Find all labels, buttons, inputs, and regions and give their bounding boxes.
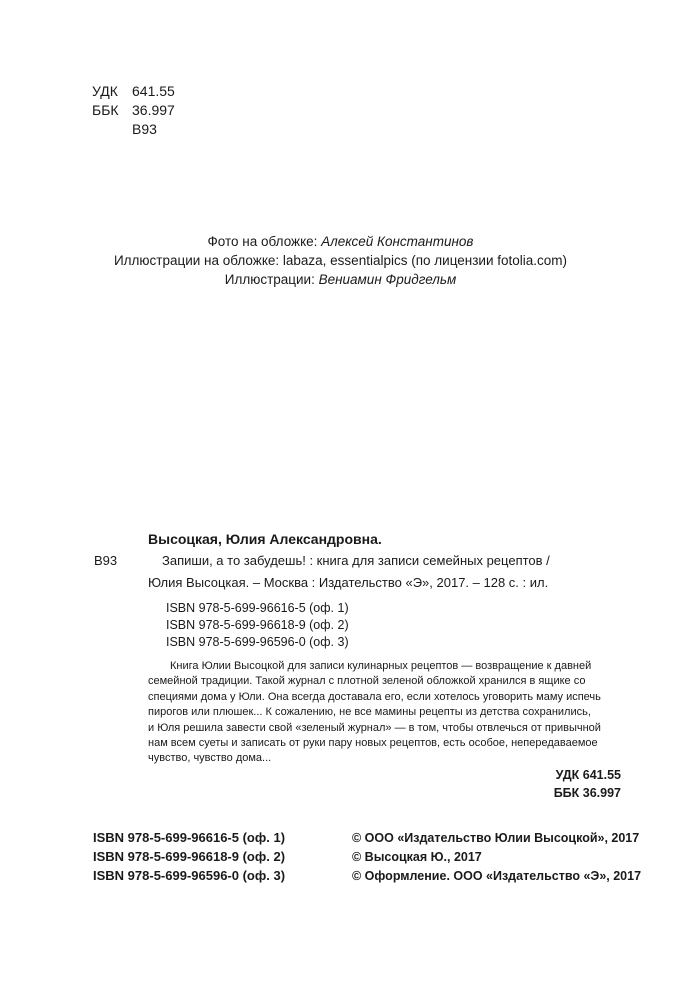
cover-illustration-label: Иллюстрации на обложке: — [113, 253, 283, 268]
annotation-line-2: семейной традиции. Такой журнал с плотной зеленой обложкой хранился в ящике со — [148, 675, 586, 688]
cover-illustration-value: labaza, essentialpics (по лицензии fotolia.com) — [282, 253, 568, 268]
bottom-isbn-1: ISBN 978-5-699-96616-5 (оф. 1) — [93, 830, 286, 845]
illustration-credit — [0, 270, 681, 289]
photo-credit-label: Фото на обложке: — [207, 234, 322, 249]
copyright-1: © ООО «Издательство Юлии Высоцкой», 2017 — [352, 831, 640, 845]
bbk-row — [92, 101, 175, 120]
annotation-line-3: специями дома у Юли. Она всегда доставала его, если хотелось уговорить маму испечь — [148, 690, 601, 703]
photo-credit — [0, 232, 681, 251]
record-udk: УДК 641.55 — [555, 768, 621, 782]
annotation-line-6: нам всем суеты и записать от руки пару новых рецептов, есть особое, непередаваемое — [148, 737, 598, 750]
annotation-line-7: чувство, чувство дома... — [148, 752, 272, 765]
illustration-value: Вениамин Фридгельм — [318, 272, 457, 287]
copyright-2: © Высоцкая Ю., 2017 — [352, 850, 482, 864]
record-author: Высоцкая, Юлия Александровна. — [148, 531, 382, 547]
bbk-value: 36.997 — [132, 102, 175, 118]
record-isbn-3: ISBN 978-5-699-96596-0 (оф. 3) — [166, 635, 349, 649]
annotation-line-4: пирогов или плюшек... К сожалению, не все мамины рецепты из детства сохранились, — [148, 706, 591, 719]
cover-illustration-credit — [0, 251, 681, 270]
record-annotation — [148, 659, 626, 767]
udk-value: 641.55 — [132, 83, 175, 99]
annotation-line-1: Книга Юлии Высоцкой для записи кулинарных рецептов — возвращение к давней — [170, 660, 592, 672]
record-isbn-1: ISBN 978-5-699-96616-5 (оф. 1) — [166, 601, 349, 615]
copyright-3: © Оформление. ООО «Издательство «Э», 2017 — [352, 869, 642, 883]
annotation-line-5: и Юля решила завести свой «зеленый журнал» — в том, чтобы отвлечься от привычной — [148, 721, 601, 734]
copyright-list — [352, 829, 641, 886]
photo-credit-value: Алексей Константинов — [321, 234, 474, 249]
author-code-row — [92, 120, 175, 139]
bottom-isbn-list — [93, 828, 285, 885]
classification-block — [92, 82, 175, 139]
credits-block — [0, 232, 681, 289]
record-code: В93 — [94, 553, 118, 568]
bbk-label: ББК — [92, 102, 119, 118]
udk-label: УДК — [92, 83, 118, 99]
record-isbn-2: ISBN 978-5-699-96618-9 (оф. 2) — [166, 618, 349, 632]
record-title-line-2: Юлия Высоцкая. – Москва : Издательство «Э», 2017. – 128 с. : ил. — [148, 575, 549, 590]
bottom-isbn-3: ISBN 978-5-699-96596-0 (оф. 3) — [93, 868, 286, 883]
record-bbk: ББК 36.997 — [553, 786, 621, 800]
udk-row — [92, 82, 175, 101]
record-title-line-1: Запиши, а то забудешь! : книга для записи семейных рецептов / — [162, 553, 550, 568]
author-code-value: В93 — [132, 121, 157, 137]
record-isbn-list — [166, 600, 349, 651]
bottom-isbn-2: ISBN 978-5-699-96618-9 (оф. 2) — [93, 849, 286, 864]
illustration-label: Иллюстрации: — [224, 272, 319, 287]
